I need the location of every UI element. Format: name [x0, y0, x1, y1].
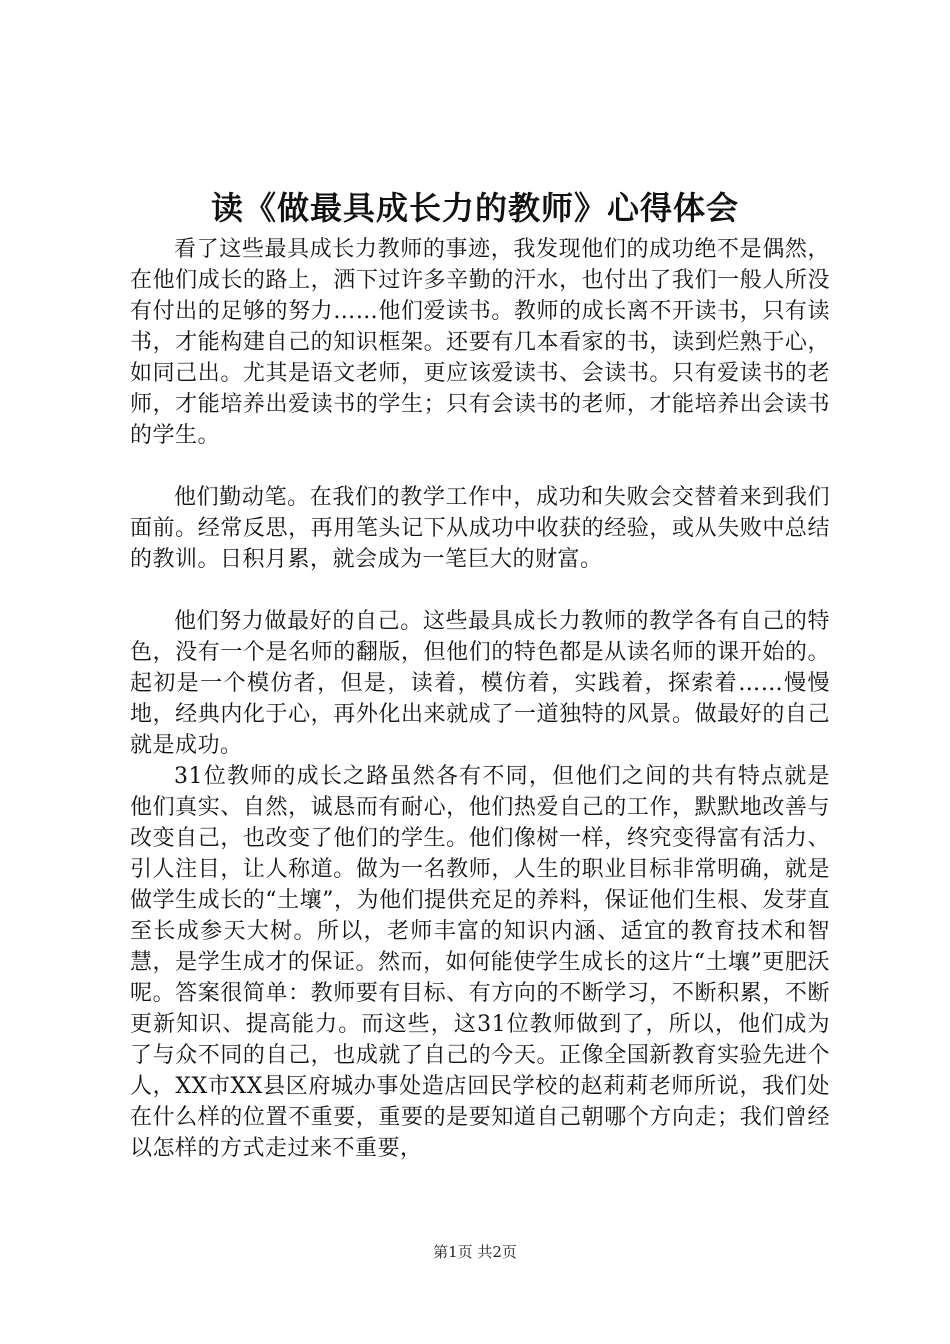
- document-title: 读《做最具成长力的教师》心得体会: [210, 189, 739, 227]
- paragraph-best-self: 他们努力做最好的自己。这些最具成长力教师的教学各有自己的特色，没有一个是名师的翻版，但他们的特色都是从读名师的课开始的。起初是一个模仿者，但是，读着，模仿着，实践着，探索着……慢慢地，经典内化于心，再外化出来就成了一道独特的风景。做最好的自己就是成功。: [130, 609, 830, 758]
- paragraph-gap: [130, 451, 830, 482]
- page-number-footer: 第1页 共2页: [433, 1243, 517, 1261]
- paragraph-writing: 他们勤动笔。在我们的教学工作中，成功和失败会交替着来到我们面前。经常反思，再用笔头记下从成功中收获的经验，或从失败中总结的教训。日积月累，就会成为一笔巨大的财富。: [130, 485, 830, 572]
- paragraph-gap: [130, 575, 830, 606]
- document-body: [130, 234, 830, 1164]
- paragraph-reading: 看了这些最具成长力教师的事迹，我发现他们的成功绝不是偶然，在他们成长的路上，洒下过许多辛勤的汗水，也付出了我们一般人所没有付出的足够的努力……他们爱读书。教师的成长离不开读书，只有读书，才能构建自己的知识框架。还要有几本看家的书，读到烂熟于心，如同己出。尤其是语文老师，更应该爱读书、会读书。只有爱读书的老师，才能培养出爱读书的学生；只有会读书的老师，才能培养出会读书的学生。: [130, 237, 830, 448]
- paragraph-thirty-one-teachers: 31位教师的成长之路虽然各有不同，但他们之间的共有特点就是他们真实、自然，诚恳而有耐心，他们热爱自己的工作，默默地改善与改变自己，也改变了他们的学生。他们像树一样，终究变得富有活力、引人注目，让人称道。做为一名教师，人生的职业目标非常明确，就是做学生成长的“土壤”，为他们提供充足的养料，保证他们生根、发芽直至长成参天大树。所以，老师丰富的知识内涵、适宜的教育技术和智慧，是学生成才的保证。然而，如何能使学生成长的这片“土壤”更肥沃呢。答案很简单：教师要有目标、有方向的不断学习，不断积累，不断更新知识、提高能力。而这些，这31位教师做到了，所以，他们成为了与众不同的自己，也成就了自己的今天。正像全国新教育实验先进个人，XX市XX县区府城办事处造店回民学校的赵莉莉老师所说，我们处在什么样的位置不重要，重要的是要知道自己朝哪个方向走；我们曾经以怎样的方式走过来不重要，: [130, 764, 830, 1161]
